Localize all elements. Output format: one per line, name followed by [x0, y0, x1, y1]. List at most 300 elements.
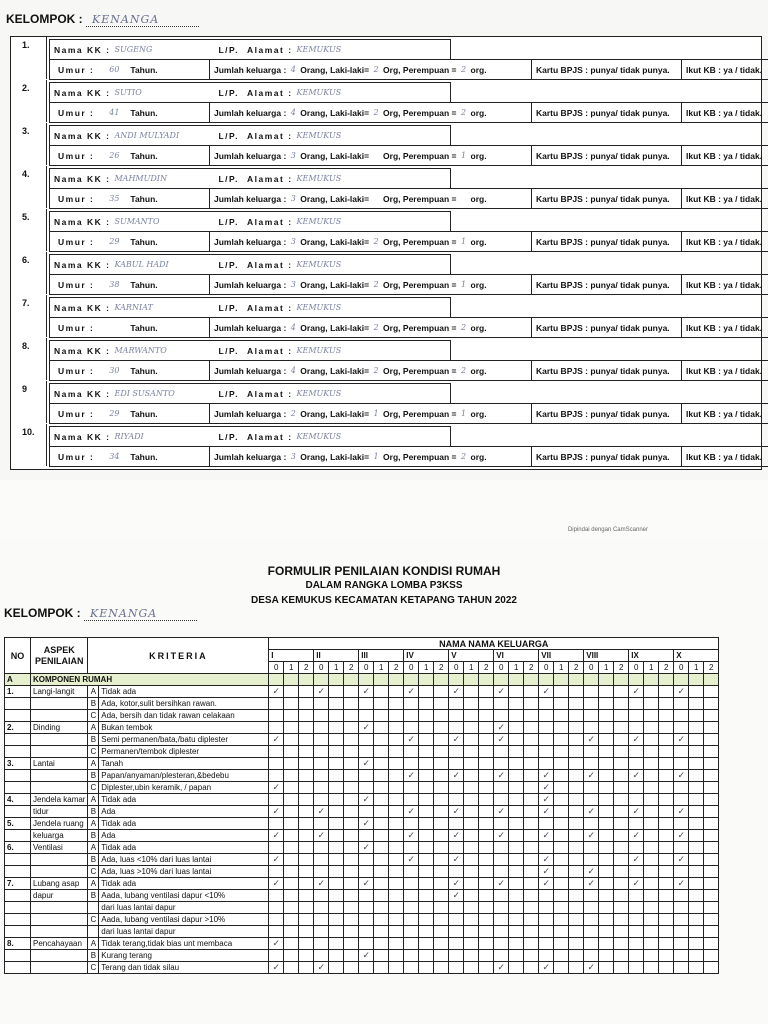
score-cell[interactable] — [269, 842, 284, 854]
score-cell[interactable] — [659, 770, 674, 782]
score-cell[interactable] — [554, 758, 569, 770]
score-cell[interactable] — [389, 710, 404, 722]
score-cell[interactable] — [269, 722, 284, 734]
score-cell[interactable] — [464, 686, 479, 698]
score-cell[interactable] — [374, 962, 389, 974]
score-cell[interactable] — [704, 722, 719, 734]
score-cell[interactable] — [659, 806, 674, 818]
check-mark-icon[interactable]: ✓ — [404, 734, 419, 746]
check-mark-icon[interactable]: ✓ — [314, 878, 329, 890]
score-cell[interactable] — [299, 854, 314, 866]
score-cell[interactable] — [299, 806, 314, 818]
check-mark-icon[interactable]: ✓ — [674, 770, 689, 782]
score-cell[interactable] — [434, 914, 449, 926]
score-cell[interactable] — [389, 902, 404, 914]
score-cell[interactable] — [704, 866, 719, 878]
score-cell[interactable] — [464, 794, 479, 806]
score-cell[interactable] — [524, 686, 539, 698]
score-cell[interactable] — [509, 890, 524, 902]
check-mark-icon[interactable]: ✓ — [494, 770, 509, 782]
score-cell[interactable] — [434, 782, 449, 794]
score-cell[interactable] — [704, 950, 719, 962]
score-cell[interactable] — [329, 902, 344, 914]
check-mark-icon[interactable]: ✓ — [674, 806, 689, 818]
check-mark-icon[interactable]: ✓ — [539, 830, 554, 842]
score-cell[interactable] — [404, 866, 419, 878]
score-cell[interactable] — [524, 794, 539, 806]
check-mark-icon[interactable]: ✓ — [539, 878, 554, 890]
score-cell[interactable] — [449, 938, 464, 950]
score-cell[interactable] — [524, 806, 539, 818]
score-cell[interactable] — [419, 686, 434, 698]
score-cell[interactable] — [509, 962, 524, 974]
check-mark-icon[interactable]: ✓ — [494, 962, 509, 974]
score-cell[interactable] — [674, 794, 689, 806]
score-cell[interactable] — [509, 902, 524, 914]
score-cell[interactable] — [269, 926, 284, 938]
score-cell[interactable] — [599, 758, 614, 770]
score-cell[interactable] — [314, 746, 329, 758]
score-cell[interactable] — [629, 782, 644, 794]
score-cell[interactable] — [284, 902, 299, 914]
check-mark-icon[interactable]: ✓ — [404, 806, 419, 818]
score-cell[interactable] — [299, 914, 314, 926]
score-cell[interactable] — [689, 890, 704, 902]
score-cell[interactable] — [359, 806, 374, 818]
score-cell[interactable] — [629, 746, 644, 758]
check-mark-icon[interactable]: ✓ — [359, 794, 374, 806]
check-mark-icon[interactable]: ✓ — [269, 854, 284, 866]
check-mark-icon[interactable]: ✓ — [269, 830, 284, 842]
score-cell[interactable] — [329, 878, 344, 890]
score-cell[interactable] — [644, 758, 659, 770]
score-cell[interactable] — [704, 806, 719, 818]
score-cell[interactable] — [434, 758, 449, 770]
check-mark-icon[interactable]: ✓ — [404, 686, 419, 698]
check-mark-icon[interactable]: ✓ — [494, 830, 509, 842]
score-cell[interactable] — [704, 938, 719, 950]
score-cell[interactable] — [569, 758, 584, 770]
score-cell[interactable] — [659, 878, 674, 890]
score-cell[interactable] — [419, 938, 434, 950]
score-cell[interactable] — [284, 710, 299, 722]
score-cell[interactable] — [404, 950, 419, 962]
score-cell[interactable] — [554, 770, 569, 782]
score-cell[interactable] — [344, 722, 359, 734]
score-cell[interactable] — [704, 710, 719, 722]
score-cell[interactable] — [479, 806, 494, 818]
score-cell[interactable] — [314, 854, 329, 866]
score-cell[interactable] — [524, 830, 539, 842]
score-cell[interactable] — [479, 938, 494, 950]
score-cell[interactable] — [584, 818, 599, 830]
score-cell[interactable] — [419, 782, 434, 794]
score-cell[interactable] — [404, 698, 419, 710]
score-cell[interactable] — [509, 950, 524, 962]
score-cell[interactable] — [614, 806, 629, 818]
score-cell[interactable] — [539, 926, 554, 938]
check-mark-icon[interactable]: ✓ — [269, 734, 284, 746]
score-cell[interactable] — [284, 914, 299, 926]
score-cell[interactable] — [329, 746, 344, 758]
check-mark-icon[interactable]: ✓ — [449, 734, 464, 746]
score-cell[interactable] — [599, 722, 614, 734]
score-cell[interactable] — [599, 686, 614, 698]
score-cell[interactable] — [449, 914, 464, 926]
score-cell[interactable] — [524, 938, 539, 950]
score-cell[interactable] — [629, 902, 644, 914]
score-cell[interactable] — [614, 782, 629, 794]
check-mark-icon[interactable]: ✓ — [539, 686, 554, 698]
score-cell[interactable] — [509, 734, 524, 746]
score-cell[interactable] — [674, 722, 689, 734]
score-cell[interactable] — [419, 842, 434, 854]
score-cell[interactable] — [389, 758, 404, 770]
score-cell[interactable] — [659, 830, 674, 842]
score-cell[interactable] — [704, 902, 719, 914]
score-cell[interactable] — [284, 890, 299, 902]
score-cell[interactable] — [464, 878, 479, 890]
score-cell[interactable] — [494, 746, 509, 758]
score-cell[interactable] — [554, 938, 569, 950]
score-cell[interactable] — [299, 698, 314, 710]
score-cell[interactable] — [599, 710, 614, 722]
score-cell[interactable] — [569, 698, 584, 710]
score-cell[interactable] — [329, 686, 344, 698]
score-cell[interactable] — [554, 722, 569, 734]
score-cell[interactable] — [479, 734, 494, 746]
score-cell[interactable] — [269, 710, 284, 722]
score-cell[interactable] — [434, 878, 449, 890]
score-cell[interactable] — [464, 746, 479, 758]
score-cell[interactable] — [509, 926, 524, 938]
score-cell[interactable] — [314, 926, 329, 938]
score-cell[interactable] — [689, 746, 704, 758]
score-cell[interactable] — [284, 878, 299, 890]
score-cell[interactable] — [284, 806, 299, 818]
score-cell[interactable] — [614, 878, 629, 890]
score-cell[interactable] — [374, 866, 389, 878]
score-cell[interactable] — [479, 782, 494, 794]
score-cell[interactable] — [419, 770, 434, 782]
score-cell[interactable] — [569, 866, 584, 878]
score-cell[interactable] — [509, 866, 524, 878]
score-cell[interactable] — [479, 794, 494, 806]
score-cell[interactable] — [599, 818, 614, 830]
score-cell[interactable] — [479, 770, 494, 782]
score-cell[interactable] — [434, 890, 449, 902]
score-cell[interactable] — [464, 842, 479, 854]
score-cell[interactable] — [659, 842, 674, 854]
score-cell[interactable] — [539, 950, 554, 962]
score-cell[interactable] — [509, 782, 524, 794]
score-cell[interactable] — [524, 866, 539, 878]
check-mark-icon[interactable]: ✓ — [584, 734, 599, 746]
score-cell[interactable] — [374, 782, 389, 794]
score-cell[interactable] — [284, 950, 299, 962]
score-cell[interactable] — [524, 926, 539, 938]
score-cell[interactable] — [464, 890, 479, 902]
score-cell[interactable] — [569, 746, 584, 758]
score-cell[interactable] — [464, 806, 479, 818]
score-cell[interactable] — [614, 890, 629, 902]
score-cell[interactable] — [509, 770, 524, 782]
score-cell[interactable] — [704, 746, 719, 758]
score-cell[interactable] — [644, 794, 659, 806]
score-cell[interactable] — [299, 818, 314, 830]
score-cell[interactable] — [494, 950, 509, 962]
score-cell[interactable] — [509, 806, 524, 818]
check-mark-icon[interactable]: ✓ — [314, 830, 329, 842]
score-cell[interactable] — [299, 734, 314, 746]
score-cell[interactable] — [644, 722, 659, 734]
score-cell[interactable] — [644, 782, 659, 794]
score-cell[interactable] — [359, 698, 374, 710]
score-cell[interactable] — [344, 842, 359, 854]
score-cell[interactable] — [329, 818, 344, 830]
check-mark-icon[interactable]: ✓ — [674, 686, 689, 698]
check-mark-icon[interactable]: ✓ — [359, 818, 374, 830]
score-cell[interactable] — [314, 914, 329, 926]
score-cell[interactable] — [269, 698, 284, 710]
score-cell[interactable] — [359, 926, 374, 938]
score-cell[interactable] — [509, 686, 524, 698]
check-mark-icon[interactable]: ✓ — [449, 854, 464, 866]
score-cell[interactable] — [659, 926, 674, 938]
check-mark-icon[interactable]: ✓ — [629, 686, 644, 698]
check-mark-icon[interactable]: ✓ — [539, 794, 554, 806]
score-cell[interactable] — [269, 950, 284, 962]
score-cell[interactable] — [599, 698, 614, 710]
score-cell[interactable] — [674, 950, 689, 962]
score-cell[interactable] — [614, 734, 629, 746]
score-cell[interactable] — [539, 758, 554, 770]
score-cell[interactable] — [644, 818, 659, 830]
score-cell[interactable] — [599, 842, 614, 854]
score-cell[interactable] — [689, 902, 704, 914]
score-cell[interactable] — [404, 926, 419, 938]
score-cell[interactable] — [704, 818, 719, 830]
score-cell[interactable] — [644, 854, 659, 866]
score-cell[interactable] — [269, 914, 284, 926]
check-mark-icon[interactable]: ✓ — [584, 962, 599, 974]
score-cell[interactable] — [329, 794, 344, 806]
score-cell[interactable] — [314, 794, 329, 806]
check-mark-icon[interactable]: ✓ — [584, 866, 599, 878]
score-cell[interactable] — [464, 758, 479, 770]
check-mark-icon[interactable]: ✓ — [449, 890, 464, 902]
score-cell[interactable] — [479, 818, 494, 830]
score-cell[interactable] — [314, 698, 329, 710]
check-mark-icon[interactable]: ✓ — [269, 782, 284, 794]
score-cell[interactable] — [614, 902, 629, 914]
score-cell[interactable] — [659, 686, 674, 698]
score-cell[interactable] — [494, 938, 509, 950]
score-cell[interactable] — [554, 866, 569, 878]
check-mark-icon[interactable]: ✓ — [359, 758, 374, 770]
score-cell[interactable] — [524, 878, 539, 890]
check-mark-icon[interactable]: ✓ — [269, 806, 284, 818]
score-cell[interactable] — [599, 734, 614, 746]
score-cell[interactable] — [374, 830, 389, 842]
score-cell[interactable] — [299, 866, 314, 878]
score-cell[interactable] — [599, 938, 614, 950]
score-cell[interactable] — [299, 962, 314, 974]
score-cell[interactable] — [644, 806, 659, 818]
score-cell[interactable] — [659, 758, 674, 770]
score-cell[interactable] — [569, 770, 584, 782]
score-cell[interactable] — [584, 794, 599, 806]
score-cell[interactable] — [629, 818, 644, 830]
score-cell[interactable] — [449, 902, 464, 914]
score-cell[interactable] — [584, 938, 599, 950]
score-cell[interactable] — [539, 698, 554, 710]
score-cell[interactable] — [644, 962, 659, 974]
score-cell[interactable] — [629, 794, 644, 806]
score-cell[interactable] — [449, 794, 464, 806]
score-cell[interactable] — [284, 782, 299, 794]
score-cell[interactable] — [659, 914, 674, 926]
score-cell[interactable] — [404, 758, 419, 770]
check-mark-icon[interactable]: ✓ — [629, 770, 644, 782]
score-cell[interactable] — [524, 854, 539, 866]
score-cell[interactable] — [284, 746, 299, 758]
score-cell[interactable] — [389, 830, 404, 842]
score-cell[interactable] — [674, 938, 689, 950]
score-cell[interactable] — [464, 710, 479, 722]
score-cell[interactable] — [509, 710, 524, 722]
score-cell[interactable] — [344, 746, 359, 758]
score-cell[interactable] — [389, 890, 404, 902]
score-cell[interactable] — [659, 746, 674, 758]
score-cell[interactable] — [329, 854, 344, 866]
score-cell[interactable] — [599, 902, 614, 914]
score-cell[interactable] — [269, 890, 284, 902]
score-cell[interactable] — [449, 866, 464, 878]
score-cell[interactable] — [674, 842, 689, 854]
score-cell[interactable] — [284, 842, 299, 854]
score-cell[interactable] — [419, 818, 434, 830]
score-cell[interactable] — [374, 746, 389, 758]
score-cell[interactable] — [569, 950, 584, 962]
score-cell[interactable] — [689, 710, 704, 722]
score-cell[interactable] — [269, 866, 284, 878]
check-mark-icon[interactable]: ✓ — [539, 866, 554, 878]
score-cell[interactable] — [674, 890, 689, 902]
score-cell[interactable] — [554, 878, 569, 890]
score-cell[interactable] — [704, 890, 719, 902]
score-cell[interactable] — [479, 830, 494, 842]
score-cell[interactable] — [644, 926, 659, 938]
score-cell[interactable] — [269, 746, 284, 758]
score-cell[interactable] — [614, 722, 629, 734]
score-cell[interactable] — [374, 806, 389, 818]
score-cell[interactable] — [599, 746, 614, 758]
score-cell[interactable] — [704, 830, 719, 842]
score-cell[interactable] — [539, 938, 554, 950]
score-cell[interactable] — [284, 698, 299, 710]
score-cell[interactable] — [284, 794, 299, 806]
score-cell[interactable] — [524, 734, 539, 746]
check-mark-icon[interactable]: ✓ — [539, 770, 554, 782]
score-cell[interactable] — [659, 950, 674, 962]
score-cell[interactable] — [359, 914, 374, 926]
score-cell[interactable] — [374, 902, 389, 914]
score-cell[interactable] — [689, 758, 704, 770]
score-cell[interactable] — [299, 842, 314, 854]
score-cell[interactable] — [329, 926, 344, 938]
score-cell[interactable] — [584, 722, 599, 734]
score-cell[interactable] — [389, 734, 404, 746]
score-cell[interactable] — [584, 782, 599, 794]
score-cell[interactable] — [464, 818, 479, 830]
score-cell[interactable] — [374, 890, 389, 902]
score-cell[interactable] — [329, 782, 344, 794]
score-cell[interactable] — [644, 746, 659, 758]
score-cell[interactable] — [344, 938, 359, 950]
score-cell[interactable] — [704, 878, 719, 890]
score-cell[interactable] — [344, 806, 359, 818]
score-cell[interactable] — [644, 950, 659, 962]
score-cell[interactable] — [329, 890, 344, 902]
score-cell[interactable] — [599, 770, 614, 782]
score-cell[interactable] — [284, 926, 299, 938]
score-cell[interactable] — [614, 770, 629, 782]
check-mark-icon[interactable]: ✓ — [584, 830, 599, 842]
score-cell[interactable] — [584, 698, 599, 710]
score-cell[interactable] — [644, 734, 659, 746]
score-cell[interactable] — [299, 746, 314, 758]
score-cell[interactable] — [344, 686, 359, 698]
score-cell[interactable] — [284, 818, 299, 830]
score-cell[interactable] — [344, 962, 359, 974]
score-cell[interactable] — [269, 758, 284, 770]
score-cell[interactable] — [494, 818, 509, 830]
score-cell[interactable] — [629, 710, 644, 722]
score-cell[interactable] — [554, 962, 569, 974]
score-cell[interactable] — [509, 818, 524, 830]
check-mark-icon[interactable]: ✓ — [449, 830, 464, 842]
score-cell[interactable] — [509, 830, 524, 842]
score-cell[interactable] — [464, 854, 479, 866]
score-cell[interactable] — [629, 758, 644, 770]
score-cell[interactable] — [419, 794, 434, 806]
score-cell[interactable] — [644, 902, 659, 914]
score-cell[interactable] — [584, 914, 599, 926]
score-cell[interactable] — [584, 758, 599, 770]
score-cell[interactable] — [539, 890, 554, 902]
score-cell[interactable] — [449, 962, 464, 974]
score-cell[interactable] — [344, 770, 359, 782]
score-cell[interactable] — [539, 746, 554, 758]
score-cell[interactable] — [479, 710, 494, 722]
score-cell[interactable] — [659, 734, 674, 746]
score-cell[interactable] — [329, 734, 344, 746]
score-cell[interactable] — [449, 782, 464, 794]
score-cell[interactable] — [644, 770, 659, 782]
score-cell[interactable] — [554, 830, 569, 842]
score-cell[interactable] — [569, 794, 584, 806]
score-cell[interactable] — [344, 866, 359, 878]
score-cell[interactable] — [479, 950, 494, 962]
score-cell[interactable] — [434, 902, 449, 914]
score-cell[interactable] — [404, 842, 419, 854]
score-cell[interactable] — [494, 866, 509, 878]
score-cell[interactable] — [644, 830, 659, 842]
check-mark-icon[interactable]: ✓ — [269, 878, 284, 890]
score-cell[interactable] — [479, 746, 494, 758]
score-cell[interactable] — [569, 782, 584, 794]
